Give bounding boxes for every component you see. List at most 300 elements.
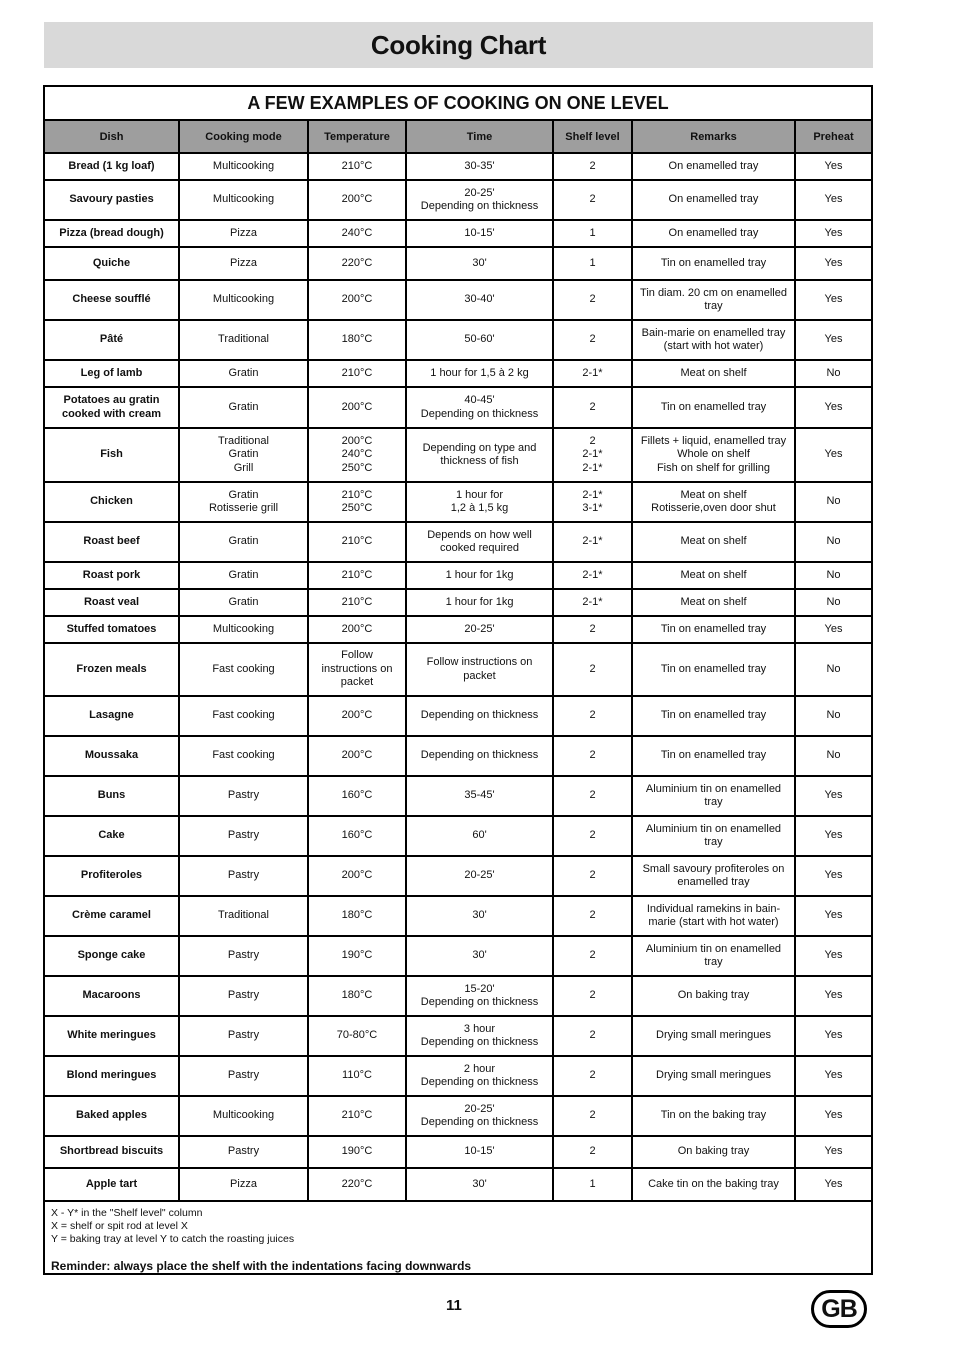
shelf-level-cell xyxy=(553,562,632,589)
cell-text: Individual ramekins in bain-marie (start with hot water) xyxy=(646,902,781,928)
cell-text: 2 xyxy=(589,1145,596,1158)
time-cell xyxy=(406,522,553,562)
cell-text: Yes xyxy=(824,1029,843,1042)
cell-text: Profiteroles xyxy=(80,869,143,882)
preheat-cell xyxy=(795,360,871,387)
preheat-cell xyxy=(795,1016,871,1056)
dish-cell xyxy=(45,1016,179,1056)
cell-text: Crème caramel xyxy=(72,909,151,922)
temperature-cell xyxy=(308,856,406,896)
cell-text: 3 hour Depending on thickness xyxy=(420,1022,539,1048)
table-row xyxy=(45,153,871,180)
shelf-level-cell xyxy=(553,856,632,896)
cell-text: 2 xyxy=(589,909,596,922)
time-cell xyxy=(406,736,553,776)
cell-text: Gratin xyxy=(228,366,259,379)
temperature-cell xyxy=(308,247,406,280)
dish-cell xyxy=(45,482,179,522)
temperature-cell xyxy=(308,360,406,387)
remarks-header: Remarks xyxy=(632,121,795,153)
cell-text: Aluminium tin on enamelled tray xyxy=(645,942,782,968)
table-row xyxy=(45,1096,871,1136)
shelf-level-header: Shelf level xyxy=(553,121,632,153)
cell-text: 200°C xyxy=(341,869,373,882)
cooking-mode-cell xyxy=(179,153,308,180)
cell-text: Fish xyxy=(100,448,123,461)
cell-text: Roast pork xyxy=(82,568,141,581)
cell-text: Tin on enamelled tray xyxy=(660,256,767,269)
shelf-level-cell xyxy=(553,1136,632,1168)
dish-cell xyxy=(45,247,179,280)
preheat-cell xyxy=(795,776,871,816)
cell-text: 240°C xyxy=(341,226,373,239)
cell-text: 20-25' Depending on thickness xyxy=(420,186,539,212)
cell-text: Yes xyxy=(824,333,843,346)
cell-text: 1 xyxy=(589,226,596,239)
remarks-cell xyxy=(632,776,795,816)
cooking-mode-cell xyxy=(179,180,308,220)
cell-text: Pastry xyxy=(227,949,260,962)
preheat-cell xyxy=(795,522,871,562)
dish-cell xyxy=(45,428,179,482)
dish-cell xyxy=(45,562,179,589)
cell-text: 2-1* 3-1* xyxy=(582,488,603,514)
cell-text: Pastry xyxy=(227,989,260,1002)
table-row xyxy=(45,1136,871,1168)
note-line: Y = baking tray at level Y to catch the roasting juices xyxy=(51,1233,295,1245)
preheat-cell xyxy=(795,280,871,320)
cell-text: No xyxy=(826,535,841,548)
cell-text: Pastry xyxy=(227,829,260,842)
remarks-cell xyxy=(632,153,795,180)
cell-text: Depending on thickness xyxy=(420,749,539,762)
preheat-cell xyxy=(795,1136,871,1168)
cell-text: Fast cooking xyxy=(212,662,275,675)
cooking-mode-cell xyxy=(179,1016,308,1056)
cooking-mode-cell xyxy=(179,1136,308,1168)
cell-text: 2-1* xyxy=(582,595,603,608)
temperature-cell xyxy=(308,428,406,482)
cell-text: Traditional Gratin Grill xyxy=(218,434,269,474)
cell-text: Multicooking xyxy=(212,159,275,172)
cell-text: Yes xyxy=(824,256,843,269)
remarks-cell xyxy=(632,562,795,589)
cooking-mode-cell xyxy=(179,643,308,696)
cell-text: 2 xyxy=(589,159,596,172)
cell-text: Tin on the baking tray xyxy=(660,1109,767,1122)
cell-text: Yes xyxy=(824,909,843,922)
cell-text: Yes xyxy=(824,869,843,882)
cell-text: Pastry xyxy=(227,789,260,802)
cell-text: Tin on enamelled tray xyxy=(660,622,767,635)
dish-cell xyxy=(45,616,179,643)
table-row xyxy=(45,856,871,896)
cell-text: 10-15' xyxy=(464,1145,495,1158)
time-cell xyxy=(406,247,553,280)
table-row xyxy=(45,220,871,247)
cell-text: 210°C xyxy=(341,568,373,581)
cell-text: No xyxy=(826,595,841,608)
cell-text: 2 xyxy=(589,989,596,1002)
dish-cell xyxy=(45,643,179,696)
temperature-cell xyxy=(308,643,406,696)
temperature-cell xyxy=(308,220,406,247)
cell-text: Fillets + liquid, enamelled tray Whole on shelf Fish on shelf for grilling xyxy=(640,434,787,474)
cell-text: 2 xyxy=(589,333,596,346)
dish-cell xyxy=(45,1168,179,1201)
remarks-cell xyxy=(632,589,795,616)
shelf-level-cell xyxy=(553,616,632,643)
time-cell xyxy=(406,1016,553,1056)
shelf-level-cell xyxy=(553,220,632,247)
table-row xyxy=(45,816,871,856)
cell-text: 200°C xyxy=(341,709,373,722)
cell-text: Fast cooking xyxy=(212,749,275,762)
cell-text: Small savoury profiteroles on enamelled tray xyxy=(642,862,785,888)
section-title: A FEW EXAMPLES OF COOKING ON ONE LEVEL xyxy=(45,87,871,121)
cell-text: 200°C xyxy=(341,749,373,762)
cell-text: 50-60' xyxy=(464,333,495,346)
preheat-cell xyxy=(795,696,871,736)
table-row xyxy=(45,320,871,360)
cell-text: 30' xyxy=(472,909,487,922)
table-row xyxy=(45,936,871,976)
cell-text: 210°C xyxy=(341,595,373,608)
cell-text: 1 hour for 1kg xyxy=(445,568,514,581)
cell-text: 40-45' Depending on thickness xyxy=(420,394,539,420)
preheat-cell xyxy=(795,180,871,220)
cell-text: 190°C xyxy=(341,949,373,962)
cell-text: Traditional xyxy=(218,909,269,922)
cell-text: 210°C 250°C xyxy=(341,488,373,514)
shelf-level-cell xyxy=(553,643,632,696)
table-row xyxy=(45,428,871,482)
cell-text: 20-25' xyxy=(464,622,495,635)
cell-text: Multicooking xyxy=(212,622,275,635)
table-header-row xyxy=(45,121,871,153)
cell-text: 220°C xyxy=(341,256,373,269)
preheat-cell xyxy=(795,856,871,896)
cooking-mode-cell xyxy=(179,387,308,428)
cell-text: Traditional xyxy=(218,333,269,346)
cell-text: 1 hour for 1,2 à 1,5 kg xyxy=(450,488,509,514)
temperature-cell xyxy=(308,976,406,1016)
remarks-cell xyxy=(632,1168,795,1201)
dish-cell xyxy=(45,180,179,220)
cell-text: Cheese soufflé xyxy=(72,293,151,306)
time-cell xyxy=(406,1096,553,1136)
time-cell xyxy=(406,616,553,643)
cell-text: Yes xyxy=(824,448,843,461)
preheat-cell xyxy=(795,616,871,643)
cell-text: 2 xyxy=(589,949,596,962)
cell-text: Cake xyxy=(98,829,125,842)
remarks-cell xyxy=(632,1056,795,1096)
remarks-cell xyxy=(632,280,795,320)
note-line: X = shelf or spit rod at level X xyxy=(51,1220,188,1232)
temperature-cell xyxy=(308,387,406,428)
cell-text: Potatoes au gratin cooked with cream xyxy=(61,394,162,420)
table-row xyxy=(45,736,871,776)
remarks-cell xyxy=(632,387,795,428)
remarks-cell xyxy=(632,976,795,1016)
remarks-cell xyxy=(632,736,795,776)
preheat-header: Preheat xyxy=(795,121,871,153)
shelf-level-cell xyxy=(553,482,632,522)
cooking-chart-box xyxy=(43,85,873,1275)
cell-text: Meat on shelf xyxy=(680,535,747,548)
time-cell xyxy=(406,643,553,696)
shelf-level-cell xyxy=(553,320,632,360)
table-row xyxy=(45,776,871,816)
cell-text: Cake tin on the baking tray xyxy=(648,1177,779,1190)
cell-text: Quiche xyxy=(92,256,131,269)
remarks-cell xyxy=(632,936,795,976)
cell-text: Pastry xyxy=(227,1029,260,1042)
shelf-level-cell xyxy=(553,428,632,482)
cooking-mode-cell xyxy=(179,616,308,643)
shelf-level-cell xyxy=(553,816,632,856)
cell-text: 200°C xyxy=(341,400,373,413)
dish-cell xyxy=(45,387,179,428)
preheat-cell xyxy=(795,589,871,616)
cell-text: No xyxy=(826,709,841,722)
dish-cell xyxy=(45,736,179,776)
table-row xyxy=(45,976,871,1016)
shelf-level-cell xyxy=(553,1056,632,1096)
remarks-cell xyxy=(632,816,795,856)
cell-text: 20-25' Depending on thickness xyxy=(420,1102,539,1128)
time-cell xyxy=(406,320,553,360)
remarks-cell xyxy=(632,428,795,482)
shelf-level-cell xyxy=(553,1016,632,1056)
temperature-cell xyxy=(308,320,406,360)
cell-text: 2 xyxy=(589,789,596,802)
preheat-cell xyxy=(795,1056,871,1096)
time-cell xyxy=(406,482,553,522)
cell-text: Bread (1 kg loaf) xyxy=(68,159,155,172)
cell-text: Depending on type and thickness of fish xyxy=(422,441,537,467)
cooking-mode-cell xyxy=(179,562,308,589)
table-row xyxy=(45,643,871,696)
cell-text: 60' xyxy=(472,829,487,842)
dish-cell xyxy=(45,696,179,736)
cell-text: 2 xyxy=(589,662,596,675)
dish-cell xyxy=(45,1096,179,1136)
cell-text: 2 xyxy=(589,749,596,762)
cell-text: 2-1* xyxy=(582,366,603,379)
cooking-mode-cell xyxy=(179,1056,308,1096)
cell-text: 160°C xyxy=(341,829,373,842)
cell-text: 2-1* xyxy=(582,568,603,581)
cell-text: 220°C xyxy=(341,1177,373,1190)
temperature-cell xyxy=(308,936,406,976)
cell-text: 1 xyxy=(589,256,596,269)
cooking-mode-cell xyxy=(179,247,308,280)
cell-text: Frozen meals xyxy=(76,662,147,675)
cell-text: 10-15' xyxy=(464,226,495,239)
temperature-cell xyxy=(308,482,406,522)
cell-text: Pizza xyxy=(230,256,257,269)
temperature-cell xyxy=(308,776,406,816)
cell-text: Depends on how well cooked required xyxy=(427,528,532,554)
cell-text: Follow instructions on packet xyxy=(426,656,533,682)
cell-text: Gratin Rotisserie grill xyxy=(208,488,279,514)
cell-text: 30-35' xyxy=(464,159,495,172)
cell-text: Macaroons xyxy=(82,989,141,1002)
cell-text: Bain-marie on enamelled tray (start with hot water) xyxy=(641,326,786,352)
time-cell xyxy=(406,1056,553,1096)
cell-text: No xyxy=(826,495,841,508)
cell-text: 20-25' xyxy=(464,869,495,882)
preheat-cell xyxy=(795,736,871,776)
cell-text: 2 xyxy=(589,1069,596,1082)
preheat-cell xyxy=(795,153,871,180)
remarks-cell xyxy=(632,482,795,522)
remarks-cell xyxy=(632,180,795,220)
cell-text: No xyxy=(826,749,841,762)
table-body xyxy=(45,153,871,1201)
remarks-cell xyxy=(632,1136,795,1168)
cell-text: Yes xyxy=(824,193,843,206)
cooking-mode-cell xyxy=(179,816,308,856)
cell-text: Gratin xyxy=(228,595,259,608)
remarks-cell xyxy=(632,696,795,736)
dish-cell xyxy=(45,1056,179,1096)
time-cell xyxy=(406,360,553,387)
cell-text: Aluminium tin on enamelled tray xyxy=(645,822,782,848)
time-cell xyxy=(406,856,553,896)
cell-text: 2-1* xyxy=(582,535,603,548)
shelf-level-cell xyxy=(553,153,632,180)
cell-text: Pizza (bread dough) xyxy=(59,226,164,239)
preheat-cell xyxy=(795,428,871,482)
cell-text: Pizza xyxy=(230,226,257,239)
cell-text: Yes xyxy=(824,622,843,635)
preheat-cell xyxy=(795,387,871,428)
temperature-cell xyxy=(308,280,406,320)
temperature-cell xyxy=(308,153,406,180)
time-cell xyxy=(406,220,553,247)
cell-text: Meat on shelf Rotisserie,oven door shut xyxy=(651,488,776,514)
language-badge: GB xyxy=(811,1290,867,1328)
table-row xyxy=(45,180,871,220)
remarks-cell xyxy=(632,643,795,696)
cell-text: On enamelled tray xyxy=(668,159,759,172)
cell-text: Depending on thickness xyxy=(420,709,539,722)
cell-text: 2 2-1* 2-1* xyxy=(582,434,603,474)
preheat-cell xyxy=(795,1096,871,1136)
remarks-cell xyxy=(632,856,795,896)
cell-text: Pastry xyxy=(227,1145,260,1158)
dish-cell xyxy=(45,816,179,856)
cell-text: Drying small meringues xyxy=(656,1069,771,1082)
cell-text: Sponge cake xyxy=(77,949,146,962)
dish-cell xyxy=(45,220,179,247)
remarks-cell xyxy=(632,896,795,936)
cell-text: 15-20' Depending on thickness xyxy=(420,982,539,1008)
cell-text: 30' xyxy=(472,1177,487,1190)
table-row xyxy=(45,1016,871,1056)
cooking-mode-cell xyxy=(179,976,308,1016)
time-cell xyxy=(406,776,553,816)
cell-text: Yes xyxy=(824,1109,843,1122)
shelf-level-cell xyxy=(553,589,632,616)
cell-text: 30' xyxy=(472,949,487,962)
cell-text: No xyxy=(826,366,841,379)
cell-text: Drying small meringues xyxy=(656,1029,771,1042)
remarks-cell xyxy=(632,1096,795,1136)
table-row xyxy=(45,696,871,736)
preheat-cell xyxy=(795,936,871,976)
shelf-level-cell xyxy=(553,1096,632,1136)
table-row xyxy=(45,360,871,387)
time-header: Time xyxy=(406,121,553,153)
cooking-mode-cell xyxy=(179,522,308,562)
cooking-mode-cell xyxy=(179,1168,308,1201)
cell-text: 1 hour for 1kg xyxy=(445,595,514,608)
cell-text: 2 xyxy=(589,1029,596,1042)
cell-text: 2 xyxy=(589,293,596,306)
cell-text: Yes xyxy=(824,226,843,239)
cell-text: 200°C xyxy=(341,193,373,206)
table-row xyxy=(45,247,871,280)
cell-text: Lasagne xyxy=(89,709,134,722)
title-bar xyxy=(44,22,873,68)
cooking-mode-header: Cooking mode xyxy=(179,121,308,153)
cell-text: 1 hour for 1,5 à 2 kg xyxy=(430,366,529,379)
cooking-mode-cell xyxy=(179,320,308,360)
dish-cell xyxy=(45,936,179,976)
dish-cell xyxy=(45,320,179,360)
page-number: 11 xyxy=(446,1297,462,1314)
remarks-cell xyxy=(632,1016,795,1056)
cell-text: 160°C xyxy=(341,789,373,802)
cooking-mode-cell xyxy=(179,696,308,736)
cell-text: Tin diam. 20 cm on enamelled tray xyxy=(640,286,787,312)
table-row xyxy=(45,280,871,320)
cell-text: No xyxy=(826,662,841,675)
temperature-cell xyxy=(308,1056,406,1096)
cell-text: Shortbread biscuits xyxy=(59,1145,164,1158)
remarks-cell xyxy=(632,220,795,247)
time-cell xyxy=(406,896,553,936)
preheat-cell xyxy=(795,220,871,247)
temperature-cell xyxy=(308,1136,406,1168)
shelf-level-cell xyxy=(553,1168,632,1201)
cell-text: Fast cooking xyxy=(212,709,275,722)
shelf-level-cell xyxy=(553,776,632,816)
preheat-cell xyxy=(795,896,871,936)
cell-text: Blond meringues xyxy=(66,1069,157,1082)
cell-text: 1 xyxy=(589,1177,596,1190)
cell-text: Leg of lamb xyxy=(80,366,143,379)
shelf-level-cell xyxy=(553,976,632,1016)
cell-text: 30' xyxy=(472,256,487,269)
cooking-mode-cell xyxy=(179,736,308,776)
cell-text: On baking tray xyxy=(677,1145,750,1158)
cell-text: No xyxy=(826,568,841,581)
shelf-level-cell xyxy=(553,247,632,280)
remarks-cell xyxy=(632,616,795,643)
dish-cell xyxy=(45,976,179,1016)
temperature-cell xyxy=(308,696,406,736)
cell-text: 190°C xyxy=(341,1145,373,1158)
cell-text: Roast beef xyxy=(83,535,140,548)
dish-cell xyxy=(45,856,179,896)
cooking-mode-cell xyxy=(179,428,308,482)
cell-text: Meat on shelf xyxy=(680,366,747,379)
